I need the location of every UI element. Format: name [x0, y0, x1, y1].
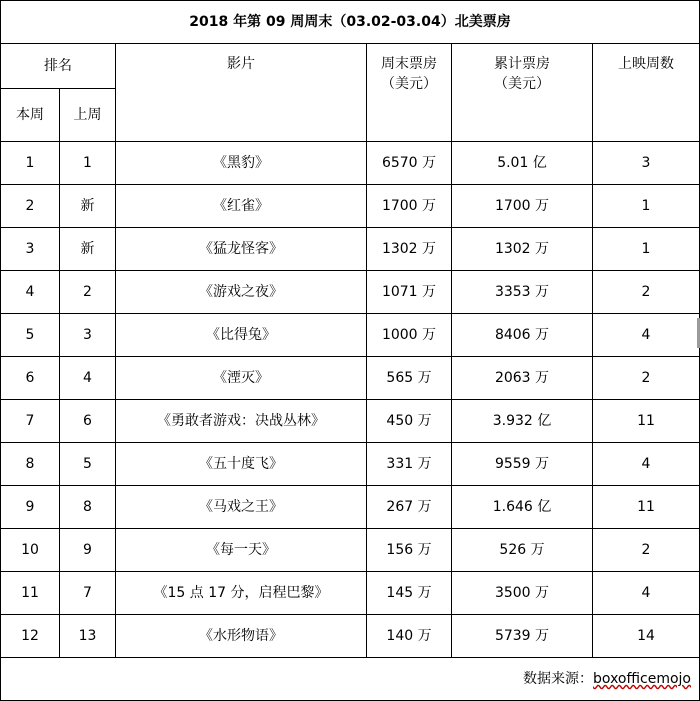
last-week-cell: 新 — [60, 228, 116, 271]
weekend-gross-cell: 140 万 — [367, 615, 452, 658]
rank-cell: 1 — [1, 142, 60, 185]
data-source-label: 数据来源： — [523, 671, 594, 687]
total-gross-cell: 526 万 — [452, 529, 593, 572]
rank-cell: 3 — [1, 228, 60, 271]
weekend-gross-cell: 6570 万 — [367, 142, 452, 185]
header-total-gross-label: 累计票房 — [494, 56, 550, 72]
header-film: 影片 — [116, 44, 367, 142]
weeks-cell: 14 — [593, 615, 700, 658]
header-weekend-gross-unit: （美元） — [381, 76, 437, 92]
rank-cell: 2 — [1, 185, 60, 228]
total-gross-cell: 1.646 亿 — [452, 486, 593, 529]
weeks-cell: 11 — [593, 400, 700, 443]
weekend-gross-cell: 331 万 — [367, 443, 452, 486]
weekend-gross-cell: 1700 万 — [367, 185, 452, 228]
weekend-gross-cell: 565 万 — [367, 357, 452, 400]
total-gross-cell: 3500 万 — [452, 572, 593, 615]
last-week-cell: 13 — [60, 615, 116, 658]
total-gross-cell: 5739 万 — [452, 615, 593, 658]
film-cell: 《勇敢者游戏：决战丛林》 — [116, 400, 367, 443]
last-week-cell: 4 — [60, 357, 116, 400]
total-gross-cell: 1302 万 — [452, 228, 593, 271]
total-gross-cell: 3.932 亿 — [452, 400, 593, 443]
last-week-cell: 新 — [60, 185, 116, 228]
film-cell: 《游戏之夜》 — [116, 271, 367, 314]
header-last-week: 上周 — [60, 89, 116, 142]
weekend-gross-cell: 267 万 — [367, 486, 452, 529]
rank-cell: 4 — [1, 271, 60, 314]
total-gross-cell: 8406 万 — [452, 314, 593, 357]
weeks-cell: 1 — [593, 228, 700, 271]
table-title: 2018 年第 09 周周末（03.02-03.04）北美票房 — [1, 1, 700, 44]
total-gross-cell: 3353 万 — [452, 271, 593, 314]
rank-cell: 5 — [1, 314, 60, 357]
last-week-cell: 6 — [60, 400, 116, 443]
header-weekend-gross-label: 周末票房 — [381, 56, 437, 72]
last-week-cell: 2 — [60, 271, 116, 314]
last-week-cell: 3 — [60, 314, 116, 357]
film-cell: 《黑豹》 — [116, 142, 367, 185]
weeks-cell: 3 — [593, 142, 700, 185]
weeks-cell: 4 — [593, 443, 700, 486]
film-cell: 《15 点 17 分，启程巴黎》 — [116, 572, 367, 615]
weeks-cell: 2 — [593, 529, 700, 572]
film-cell: 《水形物语》 — [116, 615, 367, 658]
weeks-cell: 4 — [593, 314, 700, 357]
last-week-cell: 1 — [60, 142, 116, 185]
last-week-cell: 8 — [60, 486, 116, 529]
header-total-gross — [452, 44, 593, 142]
total-gross-cell: 5.01 亿 — [452, 142, 593, 185]
header-total-gross-unit: （美元） — [494, 76, 550, 92]
header-rank: 排名 — [1, 44, 116, 89]
rank-cell: 7 — [1, 400, 60, 443]
header-this-week: 本周 — [1, 89, 60, 142]
rank-cell: 6 — [1, 357, 60, 400]
weekend-gross-cell: 145 万 — [367, 572, 452, 615]
last-week-cell: 7 — [60, 572, 116, 615]
weekend-gross-cell: 156 万 — [367, 529, 452, 572]
weekend-gross-cell: 1071 万 — [367, 271, 452, 314]
rank-cell: 9 — [1, 486, 60, 529]
weekend-gross-cell: 450 万 — [367, 400, 452, 443]
film-cell: 《每一天》 — [116, 529, 367, 572]
film-cell: 《五十度飞》 — [116, 443, 367, 486]
film-cell: 《猛龙怪客》 — [116, 228, 367, 271]
film-cell: 《比得兔》 — [116, 314, 367, 357]
total-gross-cell: 1700 万 — [452, 185, 593, 228]
film-cell: 《湮灭》 — [116, 357, 367, 400]
rank-cell: 12 — [1, 615, 60, 658]
weekend-gross-cell: 1302 万 — [367, 228, 452, 271]
data-source — [1, 658, 700, 701]
header-weekend-gross — [367, 44, 452, 142]
last-week-cell: 5 — [60, 443, 116, 486]
total-gross-cell: 9559 万 — [452, 443, 593, 486]
weekend-gross-cell: 1000 万 — [367, 314, 452, 357]
weeks-cell: 1 — [593, 185, 700, 228]
total-gross-cell: 2063 万 — [452, 357, 593, 400]
header-weeks: 上映周数 — [593, 44, 700, 142]
weeks-cell: 11 — [593, 486, 700, 529]
rank-cell: 11 — [1, 572, 60, 615]
film-cell: 《红雀》 — [116, 185, 367, 228]
rank-cell: 10 — [1, 529, 60, 572]
weeks-cell: 2 — [593, 357, 700, 400]
data-source-value: boxofficemojo — [593, 671, 691, 687]
weeks-cell: 2 — [593, 271, 700, 314]
rank-cell: 8 — [1, 443, 60, 486]
weeks-cell: 4 — [593, 572, 700, 615]
film-cell: 《马戏之王》 — [116, 486, 367, 529]
last-week-cell: 9 — [60, 529, 116, 572]
